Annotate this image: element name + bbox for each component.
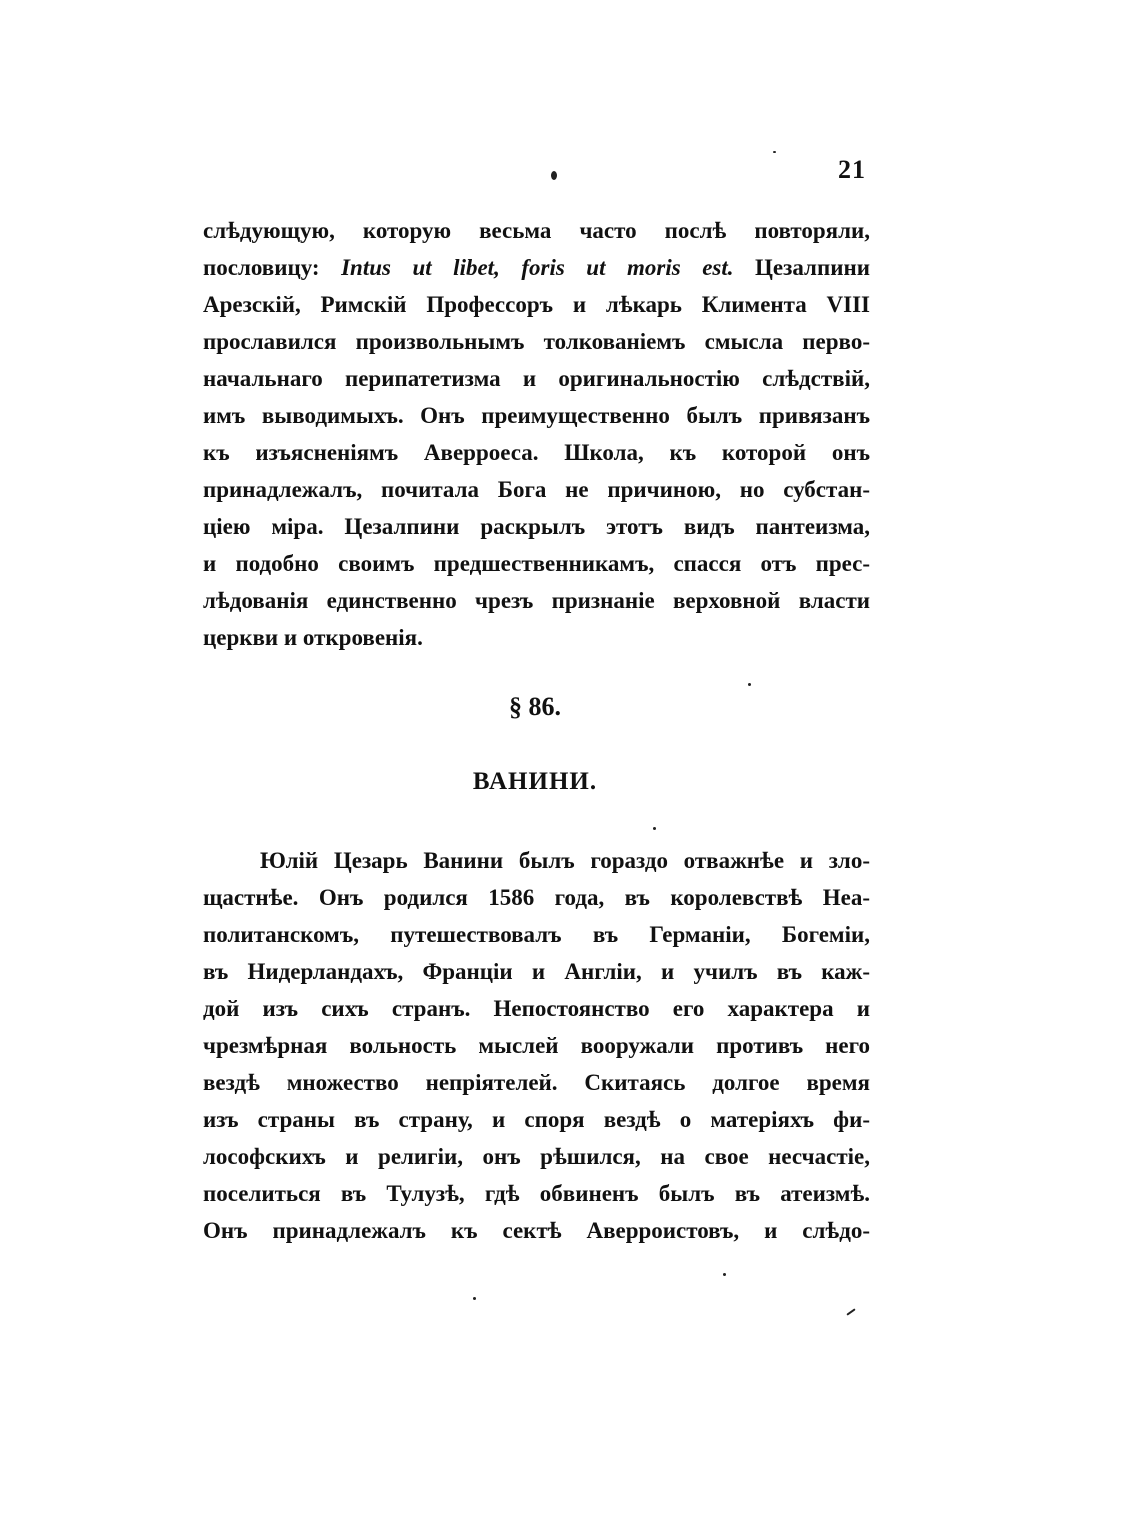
section-number: § 86. [509, 692, 561, 721]
text-line: лѣдованія единственно чрезъ признаніе верховной власти [203, 588, 870, 613]
text-line: слѣдующую, которую весьма часто послѣ повторяли, [203, 218, 870, 243]
latin-proverb: Intus ut libet, foris ut moris est. [341, 255, 734, 280]
section-heading: ВАНИНИ. [472, 768, 598, 795]
paragraph-cesalpino [203, 212, 870, 656]
text-line: лософскихъ и религіи, онъ рѣшился, на свое несчастіе, [203, 1144, 870, 1169]
text-line: дой изъ сихъ странъ. Непостоянство его характера и [203, 996, 870, 1021]
scan-speck [551, 171, 557, 180]
text-line: щастнѣе. Онъ родился 1586 года, въ королевствѣ Неа- [203, 885, 870, 910]
text-line: имъ выводимыхъ. Онъ преимущественно былъ привязанъ [203, 403, 870, 428]
scan-speck [723, 1273, 726, 1276]
scan-speck [473, 1297, 476, 1300]
line-segment: Цезалпини [733, 255, 870, 280]
text-line: начальнаго перипатетизма и оригинальностію слѣдствій, [203, 366, 870, 391]
scan-speck [773, 151, 776, 153]
text-line: поселиться въ Тулузѣ, гдѣ обвиненъ былъ въ атеизмѣ. [203, 1181, 870, 1206]
text-line-with-latin-proverb [203, 249, 870, 286]
scan-speck [748, 683, 751, 686]
text-line: прославился произвольнымъ толкованіемъ смысла перво- [203, 329, 870, 354]
scan-speck [653, 827, 656, 830]
text-line: ціею міра. Цезалпини раскрылъ этотъ видъ пантеизма, [203, 514, 870, 539]
text-line: изъ страны въ страну, и споря вездѣ о матеріяхъ фи- [203, 1107, 870, 1132]
text-line: политанскомъ, путешествовалъ въ Германіи, Богеміи, [203, 922, 870, 947]
text-line: Онъ принадлежалъ къ сектѣ Аверроистовъ, и слѣдо- [203, 1218, 870, 1243]
text-line: къ изъясненіямъ Аверроеса. Школа, къ которой онъ [203, 440, 870, 465]
text-line: принадлежалъ, почитала Бога не причиною, но субстан- [203, 477, 870, 502]
text-line: чрезмѣрная вольность мыслей вооружали противъ него [203, 1033, 870, 1058]
scan-speck [846, 1308, 855, 1315]
line-segment: пословицу: [203, 255, 342, 280]
text-line: Арезскій, Римскій Профессоръ и лѣкарь Климента VIII [203, 292, 870, 317]
text-line: Юлій Цезарь Ванини былъ гораздо отважнѣе и зло- [260, 848, 870, 873]
paragraph-vanini [203, 842, 870, 1249]
text-line: и подобно своимъ предшественникамъ, спасся отъ прес- [203, 551, 870, 576]
page-number: 21 [838, 155, 866, 184]
text-line: вездѣ множество непріятелей. Скитаясь долгое время [203, 1070, 870, 1095]
text-line: церкви и откровенія. [203, 625, 423, 650]
text-line: въ Нидерландахъ, Франціи и Англіи, и училъ въ каж- [203, 959, 870, 984]
